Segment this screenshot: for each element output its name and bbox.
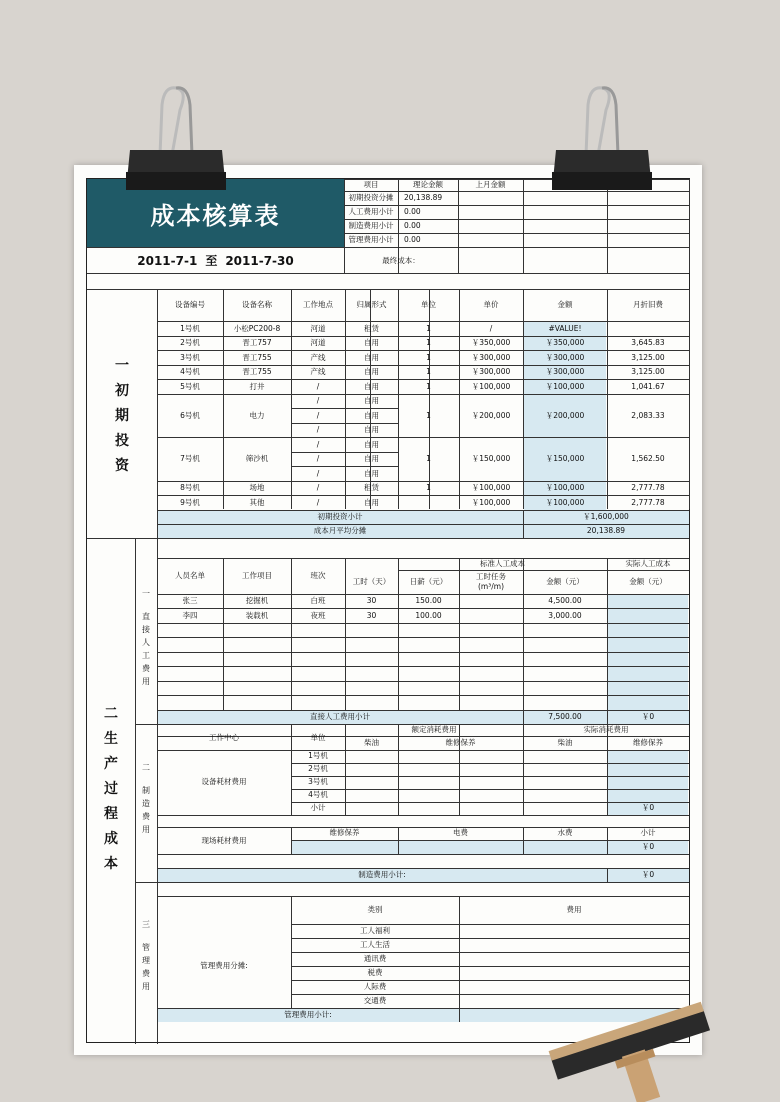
site-consumables-label: 现场耗材费用: [201, 835, 247, 845]
management-item: 工人福利: [360, 925, 390, 935]
equipment-cell: ￥100,000: [545, 483, 585, 492]
rated-consumption-header: 额定消耗费用: [411, 724, 457, 734]
equipment-cell: 1号机: [180, 323, 200, 333]
equipment-cell: 1: [426, 381, 431, 391]
equipment-cell: 产线: [310, 367, 326, 376]
binder-clip-icon: [548, 80, 656, 195]
grid-line: [523, 827, 524, 854]
grid-line: [157, 815, 689, 816]
column-header: 单价: [483, 300, 499, 310]
grid-line: [291, 896, 292, 1008]
labor-cell: 30: [366, 596, 377, 605]
equipment-cell: /: [316, 425, 320, 434]
equipment-cell: ￥300,000: [545, 367, 585, 376]
equipment-cell: 租赁: [364, 483, 379, 492]
summary-label: 管理费用小计: [348, 235, 394, 245]
date-separator: 至: [205, 254, 218, 268]
equipment-cell: 1: [426, 352, 431, 362]
equipment-cell: [607, 321, 689, 336]
machine-row-label: 3号机: [308, 777, 328, 787]
summary-header: 项目: [363, 180, 379, 190]
grid-line: [87, 273, 689, 274]
equipment-cell: 1: [426, 323, 431, 333]
equipment-cell: 自用: [364, 396, 379, 405]
equipment-cell: 1: [426, 338, 431, 347]
equipment-cell: 自用: [364, 352, 379, 362]
equipment-cell: /: [316, 497, 320, 507]
column-header: 金额（元）: [629, 576, 667, 586]
manufacturing-subtotal-value: ￥0: [641, 869, 655, 879]
equipment-cell: 2号机: [180, 338, 200, 347]
equipment-cell: 1: [426, 483, 431, 492]
equipment-cell: 自用: [364, 367, 379, 376]
grid-line: [458, 179, 459, 273]
equipment-cell: 电力: [249, 410, 265, 420]
labor-cell: [607, 608, 689, 623]
grid-line: [689, 179, 690, 273]
management-allocation-label: 管理费用分摊:: [200, 960, 248, 970]
subsection-label-manufacturing: 二 制 造 费 用: [142, 763, 150, 834]
monthly-average-label: 成本月平均分摊: [313, 525, 367, 535]
grid-line: [157, 623, 689, 624]
equipment-cell: ￥100,000: [471, 381, 511, 391]
equipment-cell: 其他: [249, 497, 265, 507]
column-header: 维修保养: [633, 737, 663, 747]
equipment-cell: 1: [426, 410, 431, 420]
management-subtotal-label: 管理费用小计:: [284, 1009, 332, 1019]
grid-line: [607, 827, 608, 854]
labor-cell: 150.00: [415, 596, 442, 605]
grid-line: [291, 466, 398, 467]
column-header: 设备名称: [242, 300, 272, 310]
equipment-cell: 小松PC200-8: [233, 323, 281, 333]
equipment-cell: ￥300,000: [471, 367, 511, 376]
equipment-cell: 自用: [364, 497, 379, 507]
column-header: 类别: [367, 904, 383, 914]
grid-line: [157, 854, 689, 855]
equipment-cell: 4号机: [180, 367, 200, 376]
summary-label: 初期投资分摊: [348, 193, 394, 203]
labor-cell: 李四: [182, 610, 198, 620]
summary-value: 20,138.89: [404, 193, 443, 203]
equipment-cell: 7号机: [180, 454, 200, 463]
site-header: 维修保养: [329, 828, 360, 838]
labor-cell: 4,500.00: [548, 596, 582, 605]
equipment-cell: ￥150,000: [471, 454, 511, 463]
equipment-cell: 租赁: [364, 323, 379, 333]
machine-row-label: 小计: [310, 803, 326, 813]
column-header: 班次: [310, 570, 326, 580]
grid-line: [345, 558, 346, 710]
grid-line: [459, 558, 460, 710]
equipment-cell: 河道: [310, 323, 326, 333]
page-title: 成本核算表: [87, 179, 344, 247]
equipment-cell: 打井: [249, 381, 265, 391]
equipment-cell: ￥200,000: [471, 410, 511, 420]
equipment-cell: ￥300,000: [471, 352, 511, 362]
management-item: 人际费: [363, 981, 387, 991]
column-header: 费用: [566, 904, 582, 914]
grid-line: [398, 827, 399, 854]
equipment-cell: 1: [426, 454, 431, 463]
summary-value: 0.00: [404, 207, 421, 217]
equipment-cell: 自用: [364, 381, 379, 391]
binder-clip-icon: [122, 80, 230, 195]
grid-line: [398, 558, 399, 710]
equipment-cell: 自用: [364, 454, 379, 463]
grid-line: [87, 538, 689, 539]
equipment-cell: 自用: [364, 338, 379, 347]
date-start: 2011-7-1: [137, 254, 198, 268]
grid-line: [345, 724, 346, 815]
labor-cell: 夜班: [310, 610, 326, 620]
column-header: 柴油: [364, 737, 379, 747]
grid-line: [291, 423, 398, 424]
equipment-cell: 2,083.33: [631, 410, 665, 420]
equipment-cell: ￥100,000: [471, 497, 511, 507]
equipment-cell: 自用: [364, 468, 379, 478]
machine-row-label: 2号机: [308, 764, 328, 774]
section-label-initial-investment: 一 初 期 投 资: [115, 358, 129, 474]
equipment-cell: 产线: [310, 352, 326, 362]
machine-subtotal-value: ￥0: [641, 803, 655, 813]
grid-line: [157, 652, 689, 653]
equipment-consumables-label: 设备耗材费用: [201, 777, 247, 787]
equipment-cell: 3,125.00: [631, 352, 665, 362]
equipment-cell: ￥100,000: [545, 497, 585, 507]
equipment-cell: 9号机: [180, 497, 200, 507]
grid-line: [291, 763, 689, 764]
management-item: 交通费: [363, 995, 387, 1005]
direct-labor-subtotal-actual: ￥0: [641, 711, 655, 721]
grid-line: [607, 868, 608, 882]
initial-investment-subtotal-value: ￥1,600,000: [583, 511, 629, 521]
machine-row-label: 1号机: [308, 751, 328, 761]
grid-line: [157, 681, 689, 682]
equipment-cell: 自用: [364, 410, 379, 420]
equipment-cell: 自用: [364, 439, 379, 449]
equipment-cell: /: [316, 381, 320, 391]
date-range: [87, 249, 344, 273]
grid-line: [523, 710, 524, 724]
equipment-cell: 5号机: [180, 381, 200, 391]
management-item: 税费: [367, 967, 383, 977]
labor-cell: [459, 608, 523, 623]
site-header: 小计: [640, 828, 656, 838]
column-header: 单位: [310, 732, 326, 742]
equipment-cell: 3号机: [180, 352, 200, 362]
summary-header: 理论金额: [413, 180, 443, 190]
column-header: 设备编号: [175, 300, 205, 310]
labor-cell: 装载机: [245, 610, 269, 620]
direct-labor-subtotal-value: 7,500.00: [548, 711, 582, 721]
equipment-cell: 晋工755: [242, 352, 272, 362]
column-header: 金额: [557, 300, 573, 310]
column-header: 柴油: [557, 737, 573, 747]
standard-labor-header: 标准人工成本: [480, 558, 525, 568]
equipment-cell: ￥150,000: [545, 454, 585, 463]
summary-value: 0.00: [404, 221, 421, 231]
site-header: 水费: [557, 828, 573, 838]
equipment-cell: 筛沙机: [245, 454, 269, 463]
equipment-cell: ￥350,000: [545, 338, 585, 347]
site-subtotal-value: ￥0: [641, 841, 655, 851]
grid-line: [291, 776, 689, 777]
labor-cell: 白班: [310, 596, 326, 605]
labor-cell: 30: [366, 610, 377, 620]
grid-line: [523, 724, 524, 815]
grid-line: [607, 558, 608, 710]
column-header: 归属形式: [356, 300, 387, 310]
equipment-cell: 6号机: [180, 410, 200, 420]
grid-line: [523, 558, 524, 710]
grid-line: [459, 896, 460, 1008]
actual-labor-header: 实际人工成本: [625, 558, 671, 568]
manufacturing-subtotal-label: 制造费用小计:: [358, 869, 406, 879]
grid-line: [291, 789, 689, 790]
equipment-cell: ￥100,000: [471, 483, 511, 492]
management-item: 工人生活: [360, 939, 390, 949]
grid-line: [87, 247, 689, 248]
grid-line: [157, 637, 689, 638]
cost-table: [86, 178, 690, 1043]
grid-line: [223, 558, 224, 710]
monthly-average-value: 20,138.89: [586, 525, 626, 535]
stamp-icon: [540, 982, 730, 1102]
grid-line: [523, 179, 524, 273]
equipment-cell: 8号机: [180, 483, 200, 492]
column-header: 工时（天）: [352, 576, 391, 586]
column-header: 工作地点: [303, 300, 333, 310]
grid-line: [291, 724, 292, 815]
equipment-cell: 河道: [310, 338, 326, 347]
section-label-production-cost: 二 生 产 过 程 成 本: [104, 705, 118, 872]
machine-row-label: 4号机: [308, 790, 328, 800]
column-header: 维修保养: [445, 737, 476, 747]
labor-cell: [607, 594, 689, 609]
summary-label: 人工费用小计: [348, 207, 394, 217]
equipment-cell: #VALUE!: [548, 323, 582, 333]
grid-line: [607, 710, 608, 724]
grid-line: [157, 666, 689, 667]
equipment-cell: /: [316, 396, 320, 405]
labor-cell: 100.00: [415, 610, 442, 620]
column-header: 人员名单: [175, 570, 205, 580]
equipment-cell: /: [316, 468, 320, 478]
equipment-cell: ￥300,000: [545, 352, 585, 362]
grid-line: [157, 695, 689, 696]
grid-line: [459, 1008, 460, 1022]
grid-line: [291, 558, 292, 710]
grid-line: [398, 724, 399, 815]
summary-value: 0.00: [404, 235, 421, 245]
grid-line: [459, 724, 460, 815]
equipment-cell: 2,777.78: [631, 483, 665, 492]
equipment-cell: 3,125.00: [631, 367, 665, 376]
labor-cell: 张三: [182, 596, 198, 605]
equipment-cell: [398, 495, 459, 510]
column-header: 日薪（元）: [409, 576, 448, 586]
labor-cell: 挖掘机: [245, 596, 269, 605]
column-header: 工时任务 (m³/m): [476, 572, 506, 591]
equipment-cell: 1,041.67: [631, 381, 665, 391]
equipment-cell: 2,777.78: [631, 497, 665, 507]
grid-line: [291, 827, 292, 854]
management-item: 通讯费: [363, 953, 387, 963]
grid-line: [135, 882, 689, 883]
actual-consumption-header: 实际消耗费用: [583, 724, 629, 734]
equipment-cell: /: [316, 410, 320, 420]
equipment-cell: 晋工757: [242, 338, 272, 347]
grid-line: [607, 724, 608, 815]
column-header: 工作中心: [209, 732, 239, 742]
equipment-cell: 场地: [249, 483, 265, 492]
initial-investment-subtotal-label: 初期投资小计: [317, 511, 363, 521]
summary-header: 上月金额: [475, 180, 506, 190]
labor-cell: [459, 594, 523, 609]
column-header: 金额（元）: [546, 576, 584, 586]
labor-cell: 3,000.00: [548, 610, 582, 620]
subsection-label-management: 三 管 理 费 用: [142, 920, 150, 991]
grid-line: [291, 452, 398, 453]
equipment-cell: 3,645.83: [631, 338, 665, 347]
equipment-cell: 1: [426, 367, 431, 376]
site-header: 电费: [453, 828, 468, 838]
final-cost-label: 最终成本：: [382, 256, 420, 266]
equipment-cell: ￥100,000: [545, 381, 585, 391]
column-header: 月折旧费: [633, 300, 663, 310]
date-end: 2011-7-30: [225, 254, 294, 268]
equipment-cell: /: [316, 454, 320, 463]
column-header: 工作项目: [242, 570, 272, 580]
direct-labor-subtotal-label: 直接人工费用小计: [310, 711, 370, 721]
equipment-cell: ￥350,000: [471, 338, 511, 347]
equipment-cell: ￥200,000: [545, 410, 585, 420]
equipment-cell: /: [316, 439, 320, 449]
column-header: 单位: [421, 300, 436, 310]
equipment-cell: /: [489, 323, 493, 333]
equipment-cell: 晋工755: [242, 367, 272, 376]
subsection-label-direct-labor: 一 直 接 人 工 费 用: [142, 589, 150, 686]
equipment-cell: /: [316, 483, 320, 492]
grid-line: [523, 510, 524, 538]
grid-line: [291, 408, 398, 409]
summary-label: 制造费用小计: [348, 221, 394, 231]
equipment-cell: 1,562.50: [631, 454, 665, 463]
equipment-cell: 自用: [364, 425, 379, 434]
grid-line: [689, 289, 690, 509]
